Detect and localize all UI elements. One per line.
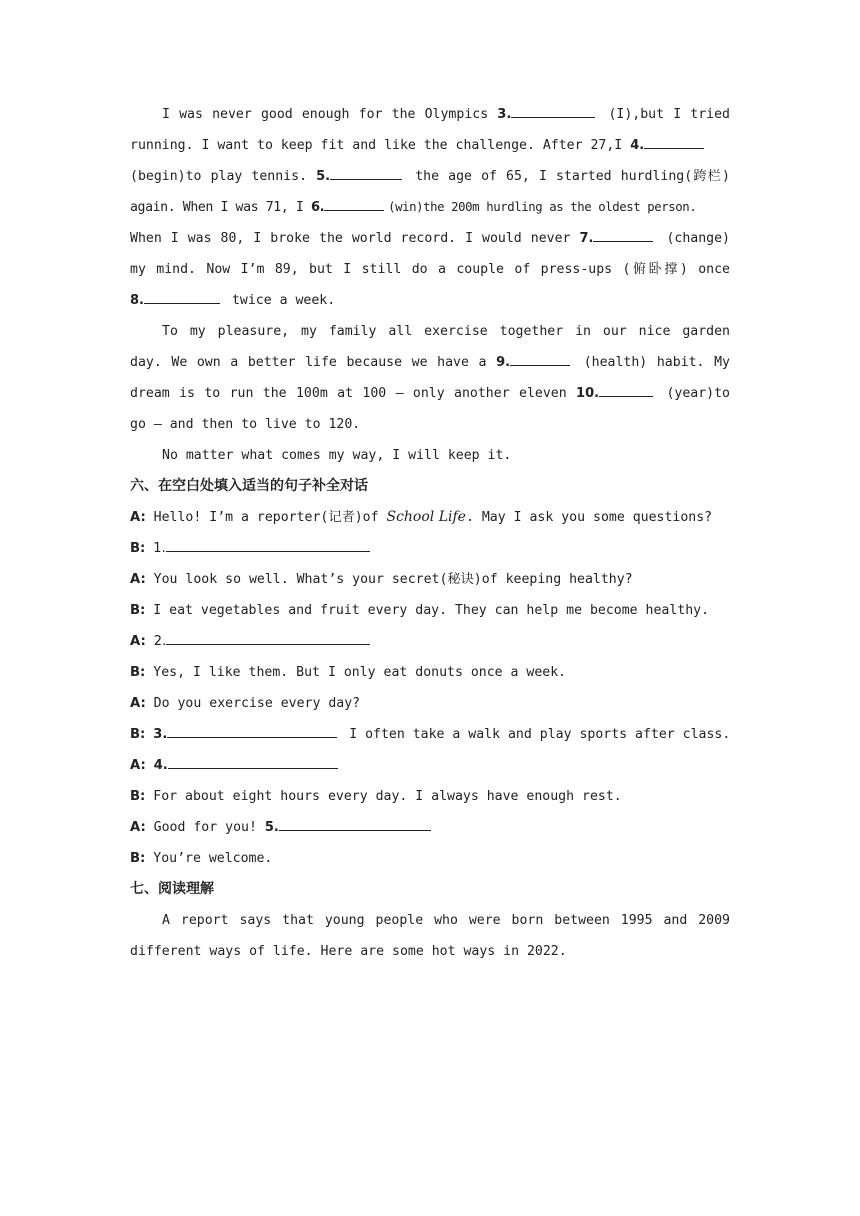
answer-blank[interactable] [599,379,653,397]
blank-number: 3. [497,107,512,122]
passage-line: go — and then to live to 120. [130,417,361,432]
dialogue-line: B: 3. I often take a walk and play sports after class. [130,719,730,750]
passage-line: different ways of life. Here are some hot ways in 2022. [130,944,567,959]
section-6-title: 六、在空白处填入适当的句子补全对话 [130,478,368,494]
passage-line: When I was 80, I broke the world record. I would never 7. (change) [130,223,730,254]
passage-line: (begin)to play tennis. 5. the age of 65, I started hurdling(跨栏) [130,161,730,192]
passage-line: To my pleasure, my family all exercise together in our nice garden [162,324,730,339]
answer-blank[interactable] [279,813,431,831]
dialogue-line: A: Good for you! 5. [130,812,730,843]
answer-blank[interactable] [644,131,704,149]
passage-line: dream is to run the 100m at 100 — only another eleven 10. (year)to [130,378,730,409]
dialogue-line: B: You’re welcome. [130,851,273,866]
dialogue-line: A: You look so well. What’s your secret(秘诀)of keeping healthy? [130,572,633,587]
blank-number: 5. [316,169,331,184]
passage-line: day. We own a better life because we have a 9. (health) habit. My [130,347,730,378]
passage-line: No matter what comes my way, I will keep it. [162,448,512,463]
answer-blank[interactable] [324,193,384,211]
blank-number: 10. [576,386,600,401]
passage-line: my mind. Now I’m 89, but I still do a couple of press-ups (俯卧撑) once [130,262,730,277]
answer-blank[interactable] [144,286,220,304]
blank-number: 7. [579,231,594,246]
answer-blank[interactable] [511,100,595,118]
dialogue-line: A: Hello! I’m a reporter(记者)of School Life. May I ask you some questions? [130,509,713,525]
blank-number: 9. [496,355,511,370]
blank-number: 4. [630,138,645,153]
dialogue-line: B: For about eight hours every day. I always have enough rest. [130,789,622,804]
passage-line: running. I want to keep fit and like the challenge. After 27,I 4. [130,130,730,161]
answer-blank[interactable] [166,534,370,552]
answer-blank[interactable] [167,720,337,738]
passage-line: again. When I was 71, I 6. (win)the 200m hurdling as the oldest person. [130,192,730,223]
dialogue-line: B: I eat vegetables and fruit every day. They can help me become healthy. [130,603,710,618]
passage-line: I was never good enough for the Olympics 3. (I),but I tried [130,99,730,130]
dialogue-line: B: 1. [130,533,730,564]
dialogue-line: A: Do you exercise every day? [130,696,361,711]
blank-number: 8. [130,293,144,308]
blank-number: 6. [310,200,325,215]
answer-blank[interactable] [593,224,653,242]
dialogue-line: A: 2. [130,626,730,657]
dialogue-line: B: Yes, I like them. But I only eat donuts once a week. [130,665,567,680]
passage-line: A report says that young people who were born between 1995 and 2009 [162,913,730,928]
answer-blank[interactable] [510,348,570,366]
section-7-title: 七、阅读理解 [130,881,214,897]
dialogue-line: A: 4. [130,750,730,781]
answer-blank[interactable] [330,162,402,180]
passage-line: 8. twice a week. [130,285,730,316]
answer-blank[interactable] [168,751,338,769]
document-page [130,99,730,967]
answer-blank[interactable] [166,627,370,645]
